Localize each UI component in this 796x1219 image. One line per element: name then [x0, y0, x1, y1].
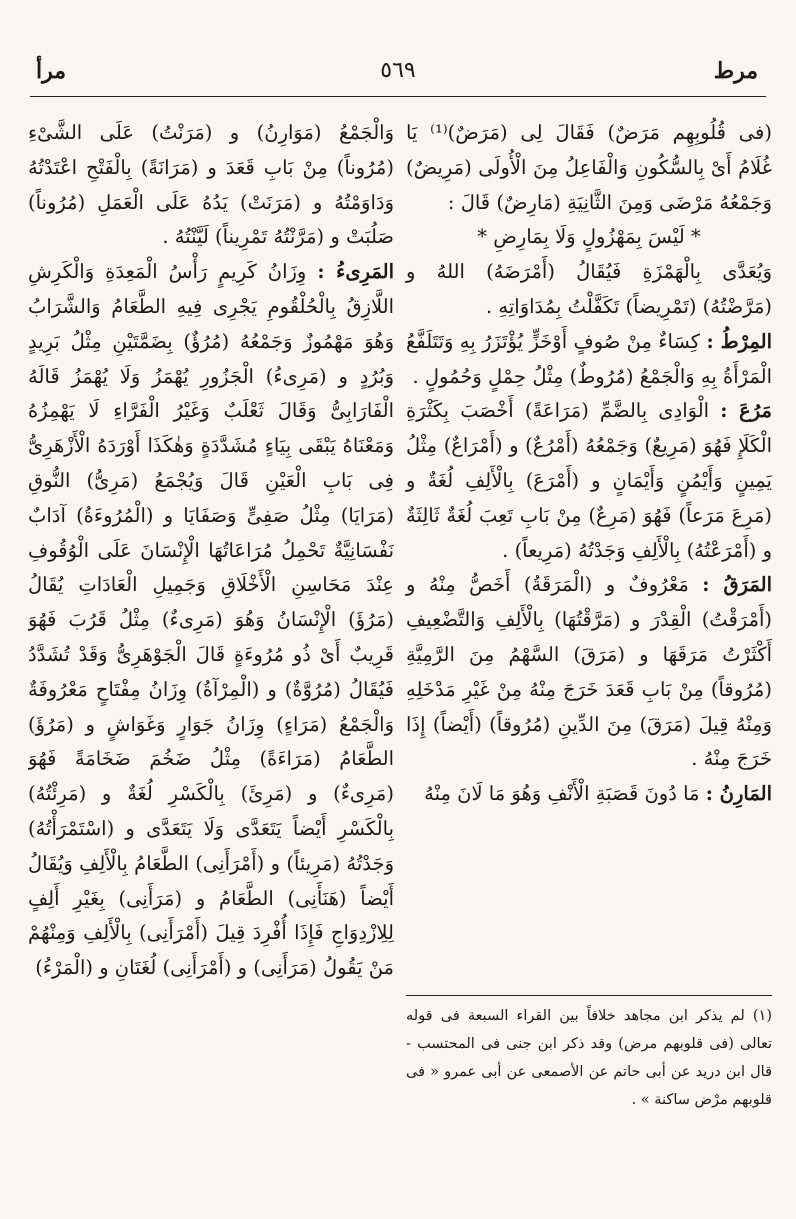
entry-text: كِسَاءٌ مِنْ صُوفٍ أَوْخَزٍّ يُؤْتَزَرُ بِهِ وَتَتَلَفَّعُ الْمَرْأَةُ بِهِ وَالْجَمْعُ (مُرُوطٌ) مِثْلُ حِمْلٍ وَحُمُولٍ . [406, 329, 772, 388]
entry-headword: المَرَقُ : [702, 573, 772, 597]
dictionary-entry [406, 777, 772, 812]
entry-headword: المَرِىءُ : [317, 260, 394, 284]
entry-text: وِزَانُ كَرِيمٍ رَأْسُ الْمَعِدَةِ وَالْكَرِشِ اللَّازِقُ بِالْحُلْقُومِ يَجْرِى فِيهِ الطَّعَامُ وَالشَّرَابُ وَهُوَ مَهْمُوزٌ وَجَمْعُهُ (مُرُؤٌ) بِضَمَّتَيْنِ مِثْلُ بَرِيدٍ وَبُرُدٍ و (مَرِىءُ) الْجَزُورِ يُهْمَزُ وَلَا يُهْمَزُ قَالَهُ الْفَارَابِىُّ وَقَالَ ثَعْلَبٌ وَغَيْرُ الْفَرَّاءِ لَا يَهْمِزُهُ وَمَعْنَاهُ يَبْقَى بِيَاءٍ مُشَدَّدَةٍ وَهٰكَذَا أَوْرَدَهُ الْأَزْهَرِىُّ فِى بَابِ الْعَيْنِ قَالَ وَيُجْمَعُ (مَرِىُّ) النُّوقِ (مَرَايَا) مِثْلُ صَفِىٍّ وَصَفَايَا و (الْمُرُوءَةُ) آدَابٌ نَفْسَانِيَّةٌ تَحْمِلُ مُرَاعَاتُهَا الْإِنْسَانَ عَلَى الْوُقُوفِ عِنْدَ مَحَاسِنِ الْأَخْلَاقِ وَجَمِيلِ الْعَادَاتِ يُقَالُ (مَرُؤَ) الْإِنْسَانُ وَهُوَ (مَرِىءٌ) مِثْلُ قَرُبَ فَهُوَ قَرِيبٌ أَىْ ذُو مُرُوءَةٍ قَالَ الْجَوْهَرِىُّ وَقَدْ تُشَدَّدُ فَيُقَالُ (مُرُوَّةٌ) و (الْمِرْآةُ) وِزَانُ مِفْتَاحٍ مَعْرُوفَةٌ وَالْجَمْعُ (مَرَاءٍ) وِزَانُ جَوَارٍ وَغَوَاشٍ و (مَرُؤَ) الطَّعَامُ (مَرَاءَةً) مِثْلُ ضَخُمَ ضَخَامَةً فَهُوَ (مَرِىءٌ) و (مَرِئَ) بِالْكَسْرِ لُغَةٌ و (مَرِئْتُهُ) بِالْكَسْرِ أَيْضاً يَتَعَدَّى وَلَا يَتَعَدَّى و (اسْتَمْرَأْتُهُ) وَجَدْتُهُ (مَرِيئاً) و (أَمْرَأَنِى) الطَّعَامُ بِالْأَلِفِ وَيُقَالُ أَيْضاً (هَنَأَنِى) الطَّعَامُ و (مَرَأَنِى) بِغَيْرِ أَلِفٍ لِلِازْدِوَاجِ فَإِذَا أُفْرِدَ قِيلَ (أَمْرَأَنِى) بِالْأَلِفِ وَمِنْهُمْ مَنْ يَقُولُ (مَرَأَنِى) و (أَمْرَأَنِى) لُغَتَانِ و (الْمَرْءُ) [28, 260, 394, 980]
page-number: ٥٦٩ [380, 58, 416, 83]
header-entry-word-right: مرط [713, 58, 758, 84]
dictionary-entry [406, 568, 772, 777]
footnote-text: (١) لم يذكر ابن مجاهد خلافاً بين القراء السبعة فى قوله تعالى (فى قلوبهم مرض) وقد ذكر ابن جنى فى المحتسب - قال ابن دريد عن أبى حاتم عن الأصمعى عن أبى عمرو « فى قلوبهم مرْض ساكنة » . [406, 1008, 772, 1108]
header-entry-word-left: مرأ [36, 58, 67, 84]
footnote [406, 1002, 772, 1114]
paragraph-text: (فى قُلُوبِهِم مَرَضٌ) فَقَالَ لِى (مَرَضٌ)⁽¹⁾ يَا غُلَامُ أَىْ بِالسُّكُونِ وَالْفَاعِلُ مِنَ الْأُولَى (مَرِيضٌ) وَجَمْعُهُ مَرْضَى وَمِنَ الثَّانِيَةِ (مَارِضٌ) قَالَ : [406, 121, 772, 214]
entry-headword: المَارِنُ : [705, 782, 772, 806]
entry-text: الْوَادِى بِالضَّمِّ (مَرَاعَةً) أَخْصَبَ بِكَثْرَةِ الْكَلَإِ فَهُوَ (مَرِيعٌ) وَجَمْعُهُ (أَمْرُعٌ) و (أَمْرَاعٌ) مِثْلُ يَمِينٍ وَأَيْمُنٍ وَأَيْمَانٍ و (أَمْرَعَ) بِالْأَلِفِ لُغَةٌ و (مَرِعَ مَرَعاً) فَهُوَ (مَرِعٌ) مِنْ بَابِ تَعِبَ لُغَةٌ ثَالِثَةٌ و (أَمْرَعْتُهُ) بِالْأَلِفِ وَجَدْتُهُ (مَرِيعاً) . [406, 399, 772, 562]
entry-headword: مَرُعَ : [720, 399, 772, 423]
page-header [30, 52, 766, 96]
entry-text: مَعْرُوفٌ و (الْمَرَقَةُ) أَخَصُّ مِنْهُ و (أَمْرَقْتُ) الْقِدْرَ و (مَرَّقْتُهَا) بِالْأَلِفِ وَالتَّضْعِيفِ أَكْثَرْتُ مَرَقَهَا و (مَرَقَ) السَّهْمُ مِنَ الرَّمِيَّةِ (مُرُوقاً) مِنْ بَابِ قَعَدَ خَرَجَ مِنْهُ مِنْ غَيْرِ مَدْخَلِهِ وَمِنْهُ قِيلَ (مَرَقَ) مِنَ الدِّينِ (مُرُوقاً) (أَيْضاً) إِذَا خَرَجَ مِنْهُ . [406, 573, 772, 771]
paragraph-text: وَالْجَمْعُ (مَوَارِنُ) و (مَرَنْتُ) عَلَى الشَّىْءِ (مُرُوناً) مِنْ بَابِ قَعَدَ و (مَرَانَةً) بِالْفَتْحِ اعْتَدْتُهُ وَدَاوَمْتُهُ و (مَرَنَتْ) يَدُهُ عَلَى الْعَمَلِ (مُرُوناً) صَلُبَتْ و (مَرَّنْتُهُ تَمْرِيناً) لَيَّنْتُهُ . [28, 121, 394, 249]
dictionary-entry [406, 325, 772, 395]
verse-line: * لَيْسَ بِمَهْزُولٍ وَلَا بِمَارِضِ * [477, 225, 701, 249]
header-rule [30, 96, 766, 97]
entry-headword: المِرْطُ : [706, 329, 773, 353]
left-column [28, 116, 394, 1116]
footnote-rule [406, 995, 772, 996]
dictionary-entry [406, 394, 772, 568]
entry-text: مَا دُونَ قَصَبَةِ الْأَنْفِ وَهُوَ مَا لَانَ مِنْهُ [424, 782, 706, 806]
dictionary-entry [28, 255, 394, 986]
right-column [406, 116, 772, 812]
paragraph-text: وَيُعَدَّى بِالْهَمْزَةِ فَيُقَالُ (أَمْرَضَهُ) اللهُ و (مَرَّضْتُهُ) (تَمْرِيضاً) تَكَفَّلْتُ بِمُدَاوَاتِهِ . [406, 260, 772, 318]
